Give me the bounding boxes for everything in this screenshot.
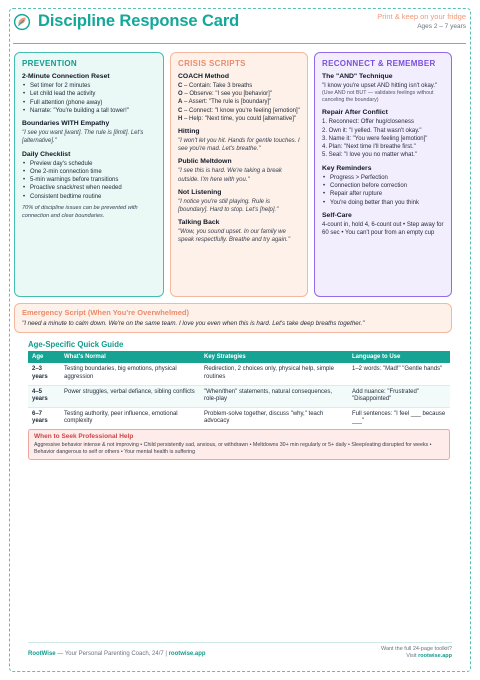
- boundaries-title: Boundaries WITH Empathy: [22, 120, 110, 128]
- footer-visit-link[interactable]: rootwise.app: [418, 653, 452, 659]
- reminders-title: Key Reminders: [322, 164, 372, 172]
- normal-cell: Testing authority, peer influence, emotional complexity: [60, 407, 200, 429]
- age-cell: 6–7 years: [28, 407, 60, 429]
- talking-back-script: "Wow, you sound upset. In our family we speak respectfully. Breathe and try again.": [178, 229, 291, 244]
- list-item: • Connection before correction: [322, 182, 444, 190]
- talking-back-title: Talking Back: [178, 219, 220, 227]
- header-meta: [377, 12, 466, 30]
- repair-list: [322, 118, 444, 159]
- column-header: What's Normal: [60, 351, 200, 363]
- strategies-cell: Problem-solve together, discuss "why," teach advocacy: [200, 407, 348, 429]
- footer-visit: Visit rootwise.app: [406, 653, 452, 659]
- list-item: 2. Own it: "I yelled. That wasn't okay.": [322, 127, 422, 134]
- list-item: • 5-min warnings before transitions: [22, 176, 156, 184]
- footer-site-link[interactable]: rootwise.app: [168, 651, 206, 657]
- checklist-title: Daily Checklist: [22, 150, 71, 158]
- coach-title: COACH Method: [178, 73, 229, 80]
- coach-line: O – Observe: "I see you [behavior]": [178, 91, 272, 98]
- strategies-cell: "When/then" statements, natural consequences, role-play: [200, 385, 348, 407]
- coach-line: H – Help: "Next time, you could [alternative]": [178, 115, 296, 122]
- and-technique-text: "I know you're upset AND hitting isn't okay.": [322, 83, 438, 89]
- boundaries-script: "I see you want [want]. The rule is [limit]. Let's [alternative].": [22, 130, 144, 145]
- coach-line: A – Assert: "The rule is [boundary]": [178, 99, 272, 106]
- emergency-text: "I need a minute to calm down. We're on the same team. I love you even when this is hard. Let's take deep breaths together.": [22, 320, 365, 327]
- professional-help-title: When to Seek Professional Help: [34, 433, 134, 440]
- language-cell: 1–2 words: "Mad!" "Gentle hands": [348, 363, 450, 385]
- list-item: • Progress > Perfection: [322, 174, 444, 182]
- reconnect-heading: RECONNECT & REMEMBER: [322, 59, 436, 68]
- age-guide-table: [28, 351, 450, 430]
- language-cell: Full sentences: "I feel ___ because ___": [348, 407, 450, 429]
- self-care-text: 4-count in, hold 4, 6-count out • Step away for 60 sec • You can't pour from an empty cup: [322, 221, 444, 237]
- column-header: Age: [28, 351, 60, 363]
- age-range: Ages 2 – 7 years: [417, 23, 466, 30]
- print-note: Print & keep on your fridge: [377, 12, 466, 21]
- footer-divider: [28, 642, 452, 643]
- footer-cta: Want the full 24-page toolkit?: [380, 646, 452, 652]
- list-item: • Preview day's schedule: [22, 160, 156, 168]
- crisis-heading: CRISIS SCRIPTS: [178, 59, 246, 68]
- repair-title: Repair After Conflict: [322, 109, 388, 117]
- list-item: • Consistent bedtime routine: [22, 193, 156, 201]
- column-header: Key Strategies: [200, 351, 348, 363]
- list-item: 5. Seal: "I love you no matter what.": [322, 152, 417, 159]
- professional-help-text: Aggressive behavior intense & not improving • Child persistently sad, anxious, or withdrawn • Meltdowns 30+ min regularly or 5+ daily • Sleep/eating disrupted for weeks • Behavior dangerous to self or others • Your mental health is suffering: [34, 442, 432, 456]
- emergency-title: Emergency Script (When You're Overwhelmed): [22, 308, 189, 317]
- self-care-title: Self-Care: [322, 211, 352, 219]
- footer-left: [28, 651, 206, 657]
- language-cell: Add nuance: "Frustrated" "Disappointed": [348, 385, 450, 407]
- not-listening-title: Not Listening: [178, 188, 222, 196]
- age-cell: 2–3 years: [28, 363, 60, 385]
- footer-brand: RootWise: [28, 651, 56, 657]
- prevention-heading: PREVENTION: [22, 59, 78, 68]
- reset-list: [22, 82, 156, 115]
- emergency-script-box: [14, 303, 452, 333]
- checklist-list: [22, 160, 156, 201]
- heart-leaf-icon: [13, 13, 31, 31]
- not-listening-script: "I notice you're still playing. Rule is [boundary]. Hard to stop. Let's [help].": [178, 198, 279, 214]
- page-title: Discipline Response Card: [38, 12, 240, 30]
- age-guide-title: Age-Specific Quick Guide: [28, 340, 124, 349]
- professional-help-box: [28, 429, 450, 460]
- hitting-script: "I won't let you hit. Hands for gentle touches. I see you're mad. Let's breathe.": [178, 138, 300, 153]
- header: [13, 12, 466, 38]
- table-header-row: [28, 351, 450, 363]
- list-item: • Full attention (phone away): [22, 99, 156, 107]
- prevention-panel: [14, 52, 164, 297]
- list-item: • One 2-min connection time: [22, 168, 156, 176]
- crisis-panel: [170, 52, 308, 297]
- strategies-cell: Redirection, 2 choices only, physical help, simple routines: [200, 363, 348, 385]
- coach-line: C – Connect: "I know you're feeling [emotion]": [178, 107, 300, 114]
- list-item: 4. Plan: "Next time I'll breathe first.": [322, 144, 416, 151]
- reset-title: 2-Minute Connection Reset: [22, 73, 110, 80]
- list-item: • Narrate: "You're building a tall tower!": [22, 107, 156, 115]
- meltdown-title: Public Meltdown: [178, 158, 232, 166]
- normal-cell: Testing boundaries, big emotions, physical aggression: [60, 363, 200, 385]
- coach-line: C – Contain: Take 3 breaths: [178, 83, 253, 89]
- table-row: [28, 385, 450, 407]
- footer-tagline: — Your Personal Parenting Coach, 24/7 |: [55, 651, 169, 657]
- list-item: • You're doing better than you think: [322, 199, 444, 207]
- footer-right: [381, 646, 452, 660]
- normal-cell: Power struggles, verbal defiance, sibling conflicts: [60, 385, 200, 407]
- reconnect-panel: [314, 52, 452, 297]
- and-technique-title: The "AND" Technique: [322, 73, 393, 80]
- and-technique-note: (Use AND not BUT — validates feelings without canceling the boundary): [322, 90, 434, 104]
- prevention-note: 70% of discipline issues can be prevented with connection and clear boundaries.: [22, 205, 138, 219]
- list-item: 3. Name it: "You were feeling [emotion]": [322, 135, 428, 142]
- reminders-list: [322, 174, 444, 207]
- list-item: • Repair after rupture: [322, 190, 444, 198]
- list-item: • Set timer for 2 minutes: [22, 82, 156, 90]
- age-cell: 4–5 years: [28, 385, 60, 407]
- list-item: • Let child lead the activity: [22, 90, 156, 98]
- list-item: • Proactive snack/rest when needed: [22, 184, 156, 192]
- header-divider: [13, 43, 466, 44]
- meltdown-script: "I see this is hard. We're taking a break outside. I'm here with you.": [178, 168, 282, 183]
- column-header: Language to Use: [348, 351, 450, 363]
- hitting-title: Hitting: [178, 128, 200, 136]
- table-row: [28, 407, 450, 429]
- list-item: 1. Reconnect: Offer hug/closeness: [322, 119, 414, 126]
- table-row: [28, 363, 450, 385]
